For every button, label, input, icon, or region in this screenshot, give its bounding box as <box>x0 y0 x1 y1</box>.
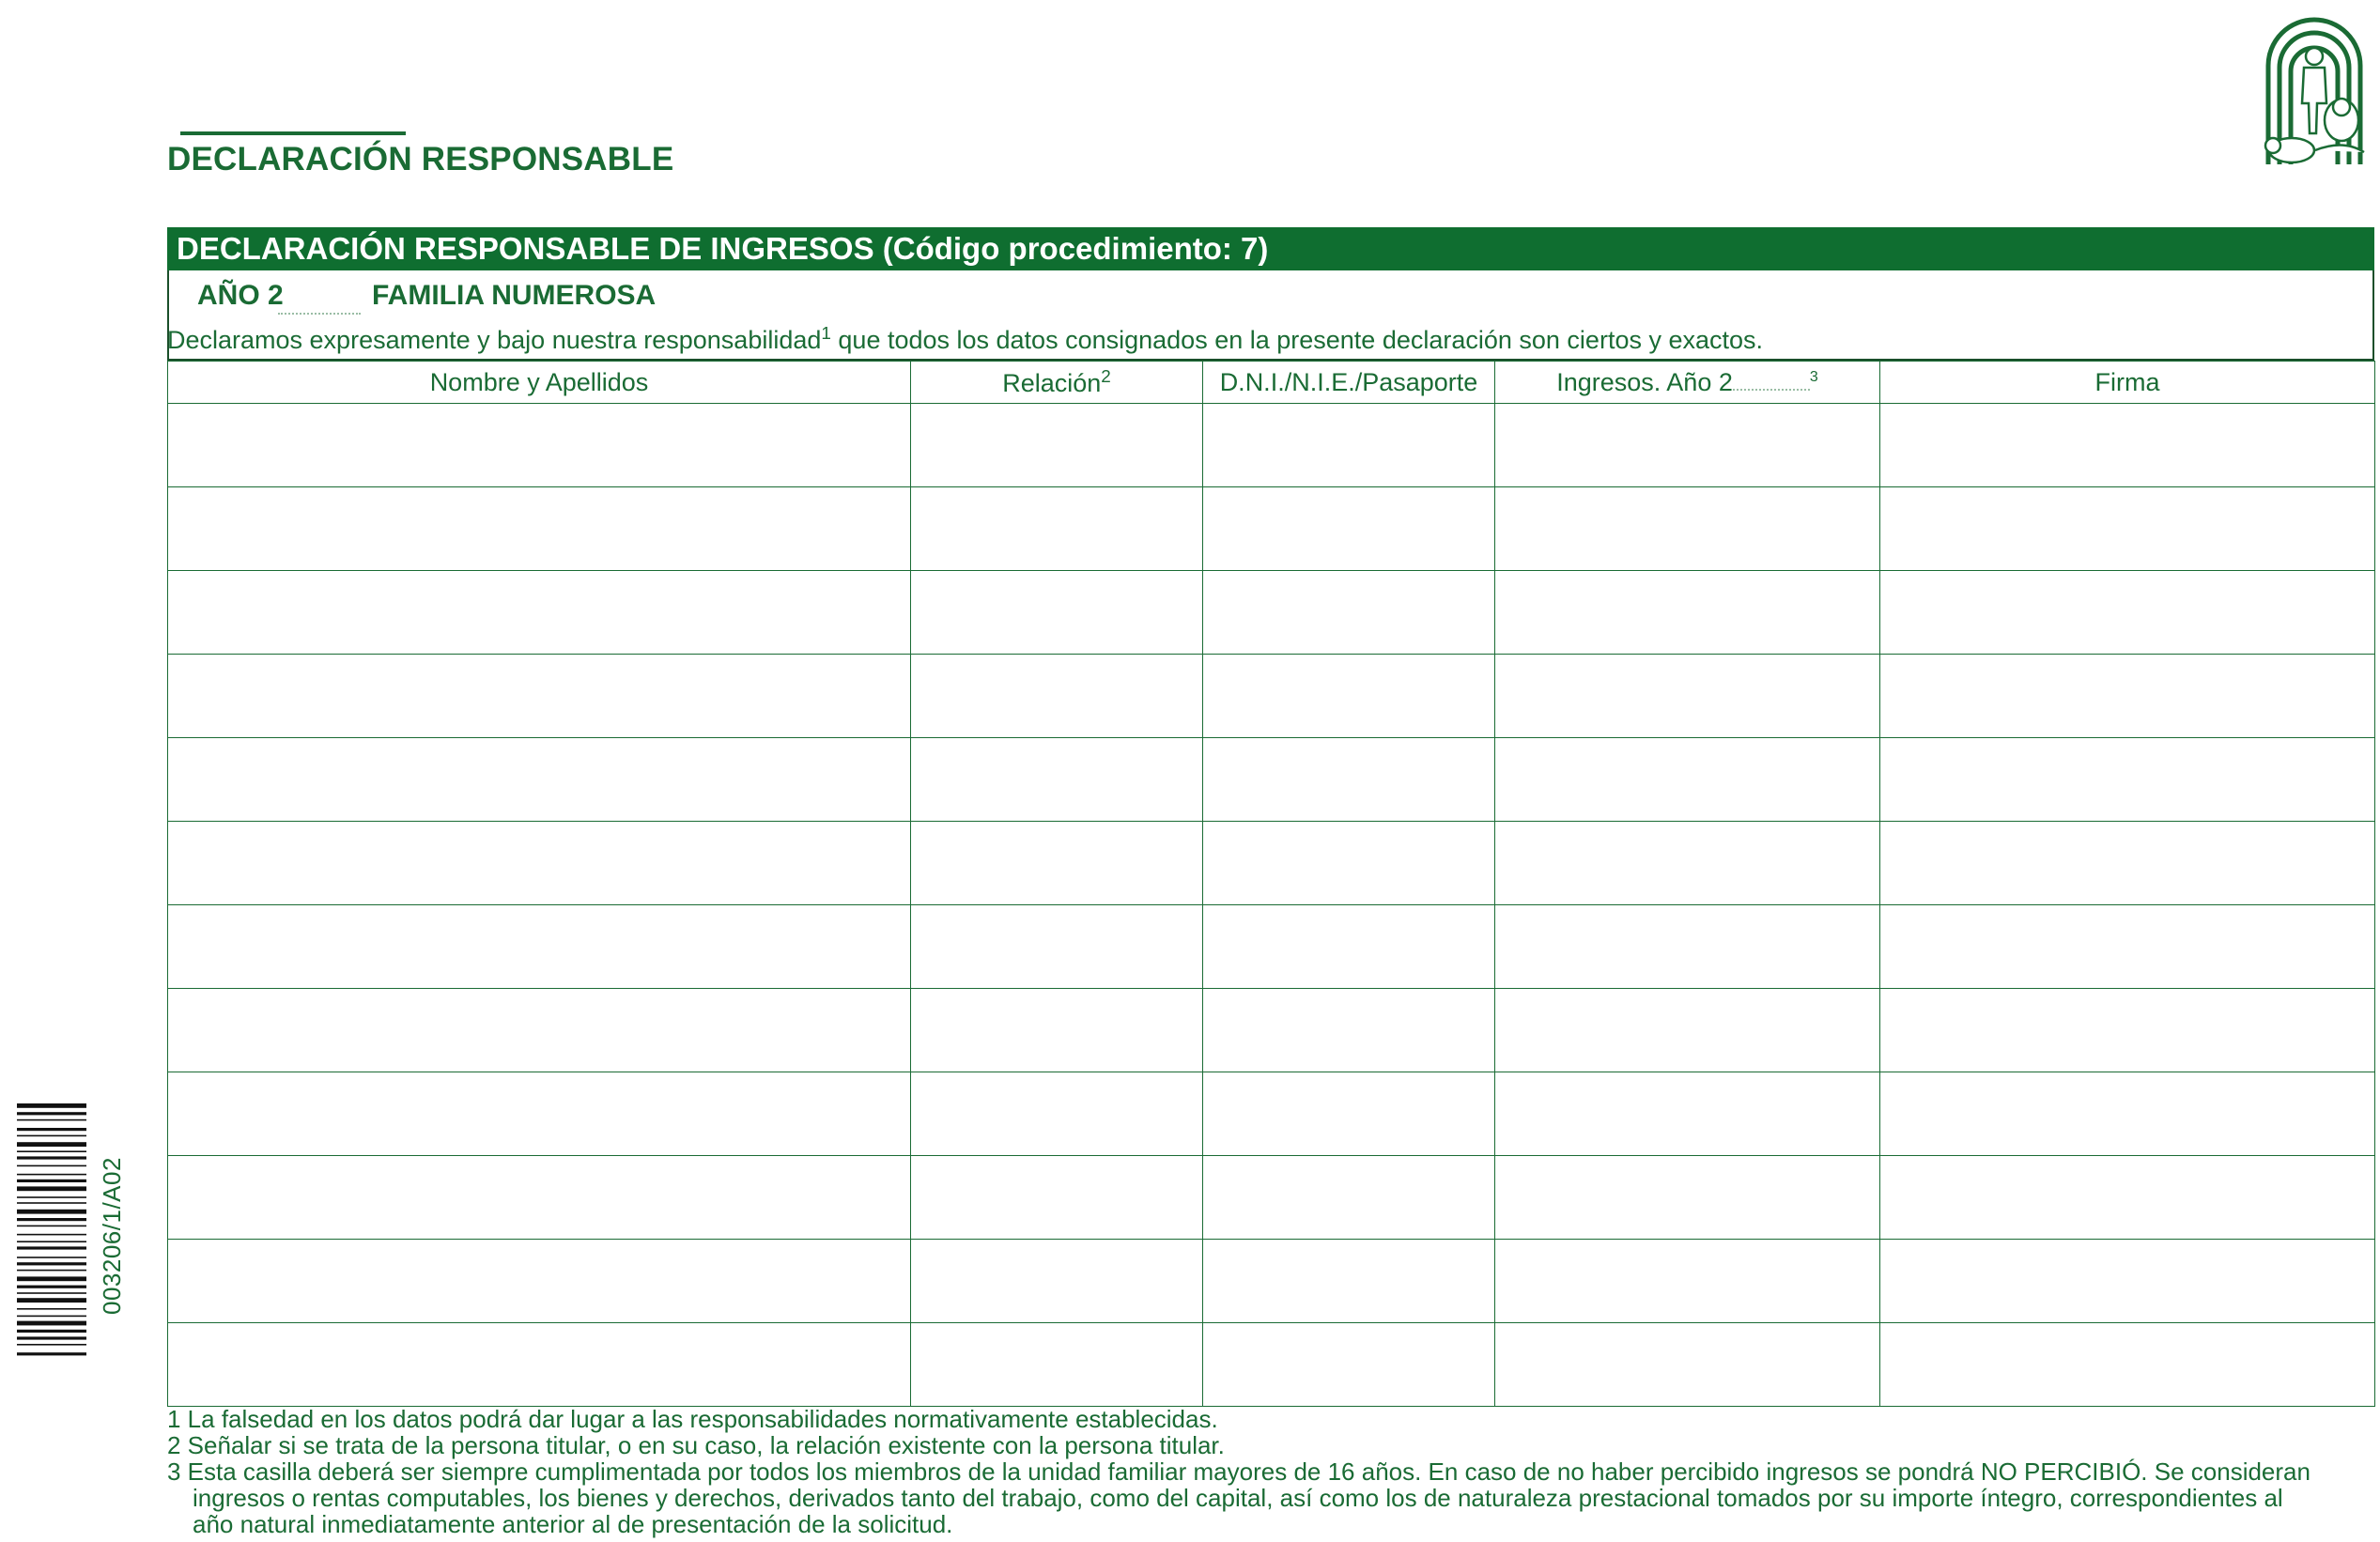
name-cell[interactable] <box>168 655 911 738</box>
footnotes <box>167 1406 2374 1537</box>
id-document-cell[interactable] <box>1203 655 1495 738</box>
income-cell[interactable] <box>1495 1240 1880 1323</box>
income-cell[interactable] <box>1495 905 1880 989</box>
column-header-id-document <box>1203 362 1495 404</box>
relation-cell[interactable] <box>911 1072 1203 1156</box>
signature-cell[interactable] <box>1880 738 2375 822</box>
table-row <box>168 738 2375 822</box>
table-row <box>168 1323 2375 1407</box>
column-header-label: Nombre y Apellidos <box>429 367 649 396</box>
id-document-cell[interactable] <box>1203 1156 1495 1240</box>
income-cell[interactable] <box>1495 571 1880 655</box>
income-cell[interactable] <box>1495 1156 1880 1240</box>
name-cell[interactable] <box>168 989 911 1072</box>
id-document-cell[interactable] <box>1203 1323 1495 1407</box>
table-row <box>168 1240 2375 1323</box>
footnote-3: 3 Esta casilla deberá ser siempre cumplimentada por todos los miembros de la unidad familiar mayores de 16 años. En caso de no haber percibido ingresos se pondrá NO PERCIBIÓ. Se consideran <box>167 1457 2310 1486</box>
relation-cell[interactable] <box>911 822 1203 905</box>
relation-cell[interactable] <box>911 571 1203 655</box>
table-row <box>168 822 2375 905</box>
signature-cell[interactable] <box>1880 989 2375 1072</box>
relation-cell[interactable] <box>911 1156 1203 1240</box>
column-header-label: Firma <box>2094 367 2160 396</box>
column-header-label: Relación <box>1002 368 1102 397</box>
signature-cell[interactable] <box>1880 404 2375 487</box>
table-row <box>168 1156 2375 1240</box>
signature-cell[interactable] <box>1880 655 2375 738</box>
column-header-name <box>168 362 911 404</box>
signature-cell[interactable] <box>1880 571 2375 655</box>
table-header-row <box>168 362 2375 404</box>
relation-cell[interactable] <box>911 989 1203 1072</box>
relation-cell[interactable] <box>911 1240 1203 1323</box>
junta-de-andalucia-logo <box>2259 9 2370 169</box>
year-input[interactable] <box>278 313 361 315</box>
name-cell[interactable] <box>168 1323 911 1407</box>
id-document-cell[interactable] <box>1203 989 1495 1072</box>
name-cell[interactable] <box>168 905 911 989</box>
table-row <box>168 404 2375 487</box>
income-cell[interactable] <box>1495 1323 1880 1407</box>
signature-cell[interactable] <box>1880 822 2375 905</box>
table-row <box>168 655 2375 738</box>
year-label: AÑO 2 <box>197 280 284 311</box>
table-body <box>168 404 2375 1407</box>
income-cell[interactable] <box>1495 989 1880 1072</box>
id-document-cell[interactable] <box>1203 404 1495 487</box>
signature-cell[interactable] <box>1880 487 2375 571</box>
id-document-cell[interactable] <box>1203 822 1495 905</box>
footnote-2: 2 Señalar si se trata de la persona titular, o en su caso, la relación existente con la persona titular. <box>167 1431 1225 1459</box>
column-header-relation <box>911 362 1203 404</box>
income-cell[interactable] <box>1495 655 1880 738</box>
signature-cell[interactable] <box>1880 1323 2375 1407</box>
name-cell[interactable] <box>168 738 911 822</box>
footnote-ref-3: 3 <box>1809 368 1818 385</box>
relation-cell[interactable] <box>911 404 1203 487</box>
income-year-input[interactable] <box>1733 378 1810 391</box>
column-header-income <box>1495 362 1880 404</box>
table-row <box>168 571 2375 655</box>
family-type-label: FAMILIA NUMEROSA <box>372 280 657 311</box>
name-cell[interactable] <box>168 487 911 571</box>
table-row <box>168 1072 2375 1156</box>
footnote-3-end: año natural inmediatamente anterior al de presentación de la solicitud. <box>193 1510 953 1538</box>
income-cell[interactable] <box>1495 404 1880 487</box>
declaration-statement <box>167 324 1763 355</box>
table-row <box>168 487 2375 571</box>
signature-cell[interactable] <box>1880 1240 2375 1323</box>
name-cell[interactable] <box>168 1156 911 1240</box>
column-header-label: Ingresos. Año 2 <box>1556 367 1733 396</box>
relation-cell[interactable] <box>911 1323 1203 1407</box>
footnote-ref-1: 1 <box>821 324 831 344</box>
barcode <box>17 1103 86 1380</box>
signature-cell[interactable] <box>1880 1072 2375 1156</box>
income-cell[interactable] <box>1495 738 1880 822</box>
signature-cell[interactable] <box>1880 905 2375 989</box>
id-document-cell[interactable] <box>1203 487 1495 571</box>
income-cell[interactable] <box>1495 1072 1880 1156</box>
name-cell[interactable] <box>168 404 911 487</box>
column-header-signature <box>1880 362 2375 404</box>
name-cell[interactable] <box>168 571 911 655</box>
id-document-cell[interactable] <box>1203 738 1495 822</box>
id-document-cell[interactable] <box>1203 1240 1495 1323</box>
footnote-3-continued: ingresos o rentas computables, los bienes y derechos, derivados tanto del trabajo, como del capital, así como los de naturaleza prestacional tomados por su importe íntegro, correspondientes al <box>193 1484 2283 1512</box>
declaration-tail: que todos los datos consignados en la presente declaración son ciertos y exactos. <box>830 326 1764 354</box>
name-cell[interactable] <box>168 1240 911 1323</box>
section-header: DECLARACIÓN RESPONSABLE DE INGRESOS (Código procedimiento: 7) <box>167 227 2374 270</box>
id-document-cell[interactable] <box>1203 905 1495 989</box>
table-row <box>168 905 2375 989</box>
declaration-text: Declaramos expresamente y bajo nuestra responsabilidad <box>167 326 822 354</box>
relation-cell[interactable] <box>911 905 1203 989</box>
table-row <box>168 989 2375 1072</box>
income-cell[interactable] <box>1495 487 1880 571</box>
title-rule <box>180 131 406 135</box>
income-cell[interactable] <box>1495 822 1880 905</box>
signature-cell[interactable] <box>1880 1156 2375 1240</box>
name-cell[interactable] <box>168 1072 911 1156</box>
name-cell[interactable] <box>168 822 911 905</box>
column-header-label: D.N.I./N.I.E./Pasaporte <box>1219 367 1478 396</box>
income-table <box>167 361 2375 1407</box>
page-title: DECLARACIÓN RESPONSABLE <box>167 141 674 177</box>
footnote-ref-2: 2 <box>1101 366 1111 387</box>
relation-cell[interactable] <box>911 738 1203 822</box>
id-document-cell[interactable] <box>1203 1072 1495 1156</box>
relation-cell[interactable] <box>911 487 1203 571</box>
relation-cell[interactable] <box>911 655 1203 738</box>
form-code: 003206/1/A02 <box>98 1157 126 1315</box>
footnote-1: 1 La falsedad en los datos podrá dar lugar a las responsabilidades normativamente establecidas. <box>167 1405 1218 1433</box>
id-document-cell[interactable] <box>1203 571 1495 655</box>
